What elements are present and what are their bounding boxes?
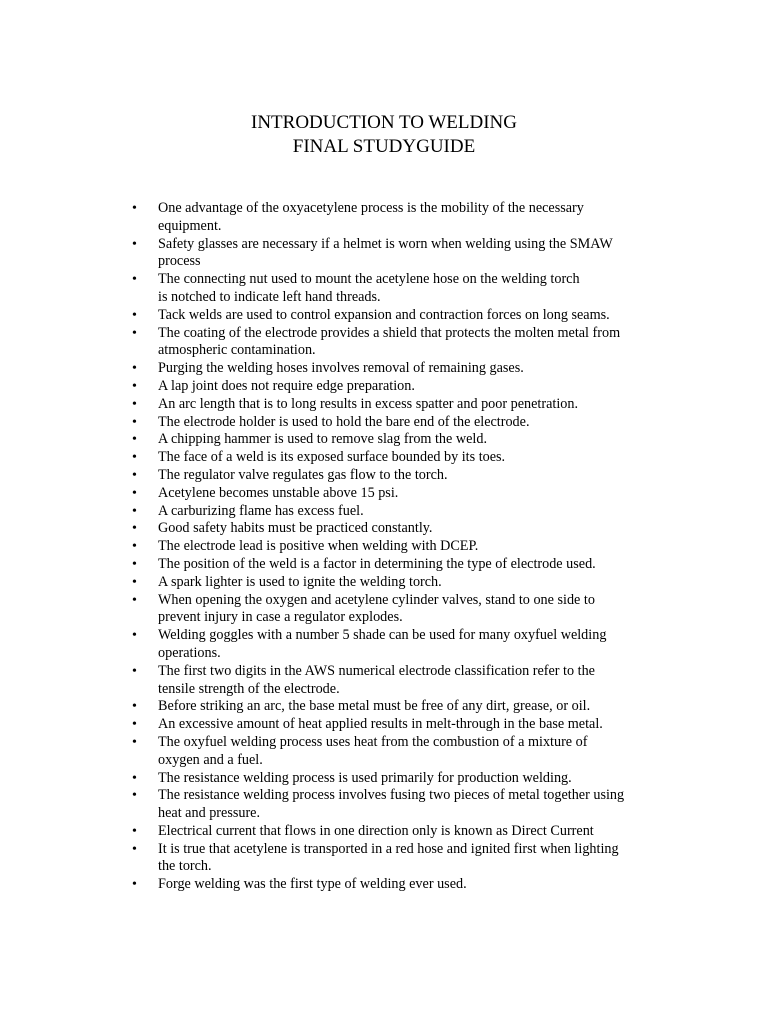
bullet-icon: • [132, 699, 137, 715]
list-item [132, 467, 662, 485]
bullet-icon: • [132, 770, 137, 786]
list-item-text: Electrical current that flows in one direction only is known as Direct Current [158, 822, 594, 839]
list-item-text: Acetylene becomes unstable above 15 psi. [158, 484, 399, 501]
list-item-text: When opening the oxygen and acetylene cylinder valves, stand to one side to prevent injury in case a regulator explodes. [158, 591, 595, 626]
bullet-icon: • [132, 556, 137, 572]
list-item [132, 520, 662, 538]
bullet-icon: • [132, 841, 137, 857]
list-item-text: Forge welding was the first type of welding ever used. [158, 876, 467, 893]
list-item [132, 200, 662, 236]
list-item-text: Before striking an arc, the base metal must be free of any dirt, grease, or oil. [158, 698, 591, 715]
bullet-icon: • [132, 307, 137, 323]
list-item-text: A spark lighter is used to ignite the welding torch. [158, 573, 442, 590]
list-item [132, 770, 662, 788]
list-item-text: A carburizing flame has excess fuel. [158, 502, 364, 519]
list-item-text: Tack welds are used to control expansion and contraction forces on long seams. [158, 306, 610, 323]
bullet-icon: • [132, 201, 137, 216]
list-item [132, 431, 662, 449]
list-item [132, 360, 662, 378]
list-item-text: A chipping hammer is used to remove slag from the weld. [158, 431, 487, 448]
list-item-text: Safety glasses are necessary if a helmet is worn when welding using the SMAW process [158, 235, 613, 270]
list-item [132, 449, 662, 467]
list-item [132, 734, 662, 770]
list-item [132, 325, 662, 361]
bullet-icon: • [132, 361, 137, 377]
list-item-text: The oxyfuel welding process uses heat from the combustion of a mixture of oxygen and a fuel. [158, 733, 588, 768]
bullet-icon: • [132, 663, 137, 679]
bullet-icon: • [132, 717, 137, 733]
list-item-text: The electrode holder is used to hold the bare end of the electrode. [158, 413, 530, 430]
list-item-text: Good safety habits must be practiced constantly. [158, 520, 433, 537]
list-item-text: The electrode lead is positive when welding with DCEP. [158, 538, 479, 555]
bullet-icon: • [132, 467, 137, 483]
bullet-icon: • [132, 485, 137, 501]
bullet-icon: • [132, 539, 137, 555]
list-item-text: The resistance welding process involves fusing two pieces of metal together using heat and pressure. [158, 787, 625, 822]
bullet-icon: • [132, 450, 137, 466]
list-item-text: It is true that acetylene is transported in a red hose and ignited first when lighting the torch. [158, 840, 619, 875]
study-guide-list [132, 200, 662, 894]
bullet-icon: • [132, 432, 137, 448]
list-item-text: The position of the weld is a factor in determining the type of electrode used. [158, 555, 596, 572]
list-item-text: A lap joint does not require edge preparation. [158, 377, 415, 394]
list-item-text: One advantage of the oxyacetylene process is the mobility of the necessary equipment. [158, 200, 584, 234]
bullet-icon: • [132, 574, 137, 590]
list-item [132, 538, 662, 556]
document-title [0, 111, 768, 159]
list-item [132, 378, 662, 396]
list-item-text: An excessive amount of heat applied results in melt-through in the base metal. [158, 716, 603, 733]
list-item [132, 396, 662, 414]
bullet-icon: • [132, 325, 137, 341]
list-item [132, 787, 662, 823]
list-item [132, 271, 662, 307]
bullet-icon: • [132, 236, 137, 252]
list-item [132, 841, 662, 877]
list-item-text: An arc length that is to long results in excess spatter and poor penetration. [158, 395, 578, 412]
bullet-icon: • [132, 823, 137, 839]
bullet-icon: • [132, 378, 137, 394]
title-line-1: INTRODUCTION TO WELDING [251, 112, 517, 133]
list-item [132, 307, 662, 325]
bullet-icon: • [132, 592, 137, 608]
list-item [132, 503, 662, 521]
bullet-icon: • [132, 272, 137, 288]
list-item [132, 663, 662, 699]
list-item-text: Purging the welding hoses involves removal of remaining gases. [158, 360, 524, 377]
bullet-icon: • [132, 521, 137, 537]
list-item-text: Welding goggles with a number 5 shade can be used for many oxyfuel welding operations. [158, 627, 607, 661]
bullet-icon: • [132, 503, 137, 519]
list-item [132, 485, 662, 503]
list-item [132, 823, 662, 841]
list-item [132, 698, 662, 716]
list-item [132, 876, 662, 894]
bullet-icon: • [132, 734, 137, 750]
list-item-text: The first two digits in the AWS numerical electrode classification refer to the tensile strength of the electrode. [158, 662, 595, 697]
list-item-text: The regulator valve regulates gas flow to the torch. [158, 466, 448, 483]
bullet-icon: • [132, 396, 137, 412]
list-item [132, 627, 662, 663]
list-item [132, 556, 662, 574]
bullet-icon: • [132, 788, 137, 804]
list-item-text: The connecting nut used to mount the acetylene hose on the welding torch is notched to indicate left hand threads. [158, 271, 580, 305]
list-item [132, 574, 662, 592]
list-item-text: The face of a weld is its exposed surface bounded by its toes. [158, 449, 506, 466]
list-item [132, 414, 662, 432]
bullet-icon: • [132, 628, 137, 644]
list-item [132, 716, 662, 734]
list-item-text: The coating of the electrode provides a shield that protects the molten metal from atmospheric contamination. [158, 324, 621, 359]
bullet-icon: • [132, 414, 137, 430]
bullet-icon: • [132, 877, 137, 893]
title-line-2: FINAL STUDYGUIDE [292, 136, 476, 157]
list-item [132, 236, 662, 272]
list-item-text: The resistance welding process is used primarily for production welding. [158, 769, 572, 786]
list-item [132, 592, 662, 628]
